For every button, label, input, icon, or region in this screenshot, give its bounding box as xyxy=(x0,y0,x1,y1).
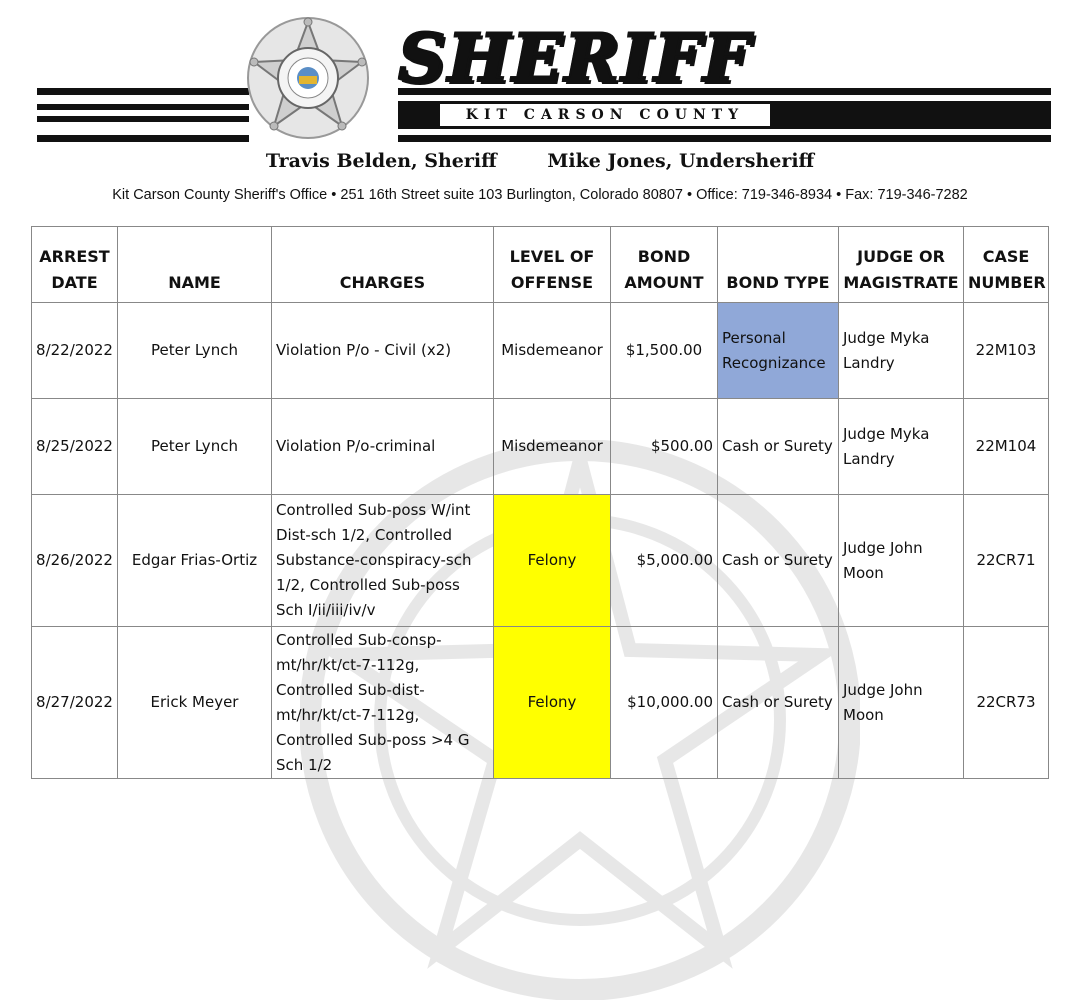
bond-type-line2: Recognizance xyxy=(722,353,826,372)
judge-line2: Moon xyxy=(843,705,884,724)
name-cell: Peter Lynch xyxy=(118,303,272,399)
charges-line: Controlled Sub-consp- xyxy=(276,630,442,649)
stripe-left-band xyxy=(37,101,249,129)
charges-line: Dist-sch 1/2, Controlled xyxy=(276,526,452,544)
header-judge-line2: MAGISTRATE xyxy=(843,273,959,292)
bond-type-cell: Cash or Surety xyxy=(718,627,839,779)
judge-cell xyxy=(839,627,964,779)
bond-type-cell xyxy=(718,303,839,399)
header-case-line2: NUMBER xyxy=(968,273,1046,292)
charges-cell xyxy=(272,495,494,627)
name-cell: Erick Meyer xyxy=(118,627,272,779)
bond-type-cell: Cash or Surety xyxy=(718,495,839,627)
case-number-cell: 22CR71 xyxy=(964,495,1049,627)
charges-line: mt/hr/kt/ct-7-112g, xyxy=(276,655,420,674)
header-bond-type: BOND TYPE xyxy=(718,227,839,303)
bond-amount-cell: $500.00 xyxy=(611,399,718,495)
arrest-date-cell: 8/27/2022 xyxy=(32,627,118,779)
level-cell: Felony xyxy=(494,627,611,779)
table-row xyxy=(32,495,1049,627)
judge-cell xyxy=(839,303,964,399)
judge-cell xyxy=(839,495,964,627)
charges-line: 1/2, Controlled Sub-poss xyxy=(276,576,460,594)
sheriff-star-badge-icon xyxy=(246,16,370,140)
header-row xyxy=(32,227,1049,303)
judge-line1: Judge Myka xyxy=(843,424,930,443)
table-row xyxy=(32,399,1049,495)
charges-line: Controlled Sub-poss W/int xyxy=(276,501,471,519)
header-judge xyxy=(839,227,964,303)
judge-line1: Judge John xyxy=(843,680,923,699)
county-band-text: KIT CARSON COUNTY xyxy=(440,104,770,126)
header-arrest-date-line1: ARREST xyxy=(39,247,110,266)
bond-amount-cell: $1,500.00 xyxy=(611,303,718,399)
header-name: NAME xyxy=(118,227,272,303)
charges-line: Substance-conspiracy-sch xyxy=(276,551,472,569)
header-case-line1: CASE xyxy=(982,247,1030,266)
case-number-cell: 22CR73 xyxy=(964,627,1049,779)
office-address: Kit Carson County Sheriff's Office • 251 16th Street suite 103 Burlington, Colorado 80807 • Office: 719-346-8934 • Fax: 719-346-7282 xyxy=(112,187,968,203)
header-charges: CHARGES xyxy=(272,227,494,303)
charges-line: Controlled Sub-poss >4 G xyxy=(276,730,470,749)
stripe-left-bottom xyxy=(37,135,249,142)
stripe-left-top xyxy=(37,88,249,95)
bond-amount-cell: $10,000.00 xyxy=(611,627,718,779)
judge-line2: Landry xyxy=(843,449,895,468)
charges-cell: Violation P/o-criminal xyxy=(272,399,494,495)
judge-line2: Moon xyxy=(843,563,884,582)
bond-amount-cell: $5,000.00 xyxy=(611,495,718,627)
charges-line: Sch I/ii/iii/iv/v xyxy=(276,601,376,619)
arrest-date-cell: 8/26/2022 xyxy=(32,495,118,627)
arrest-table xyxy=(31,226,1049,779)
header-case-number xyxy=(964,227,1049,303)
officer-names xyxy=(0,150,1080,172)
charges-line: Controlled Sub-dist- xyxy=(276,680,425,699)
header-bond-amount xyxy=(611,227,718,303)
charges-line: mt/hr/kt/ct-7-112g, xyxy=(276,705,420,724)
case-number-cell: 22M103 xyxy=(964,303,1049,399)
arrest-date-cell: 8/22/2022 xyxy=(32,303,118,399)
header-bond-line2: AMOUNT xyxy=(624,273,704,292)
header-arrest-date-line2: DATE xyxy=(51,273,98,292)
level-cell: Misdemeanor xyxy=(494,399,611,495)
header-arrest-date xyxy=(32,227,118,303)
judge-cell xyxy=(839,399,964,495)
case-number-cell: 22M104 xyxy=(964,399,1049,495)
judge-line2: Landry xyxy=(843,353,895,372)
header-judge-line1: JUDGE OR xyxy=(857,247,945,266)
level-cell: Misdemeanor xyxy=(494,303,611,399)
charges-cell: Violation P/o - Civil (x2) xyxy=(272,303,494,399)
stripe-right-bottom xyxy=(398,135,1051,142)
table-row xyxy=(32,627,1049,779)
header-level-line2: OFFENSE xyxy=(510,273,594,292)
undersheriff-name: Mike Jones, Undersheriff xyxy=(547,150,815,172)
judge-line1: Judge John xyxy=(843,538,923,557)
judge-line1: Judge Myka xyxy=(843,328,930,347)
table-row xyxy=(32,303,1049,399)
sheriff-name: Travis Belden, Sheriff xyxy=(265,150,497,172)
level-cell: Felony xyxy=(494,495,611,627)
arrest-date-cell: 8/25/2022 xyxy=(32,399,118,495)
letterhead xyxy=(0,0,1080,220)
sheriff-wordmark: SHERIFF xyxy=(398,19,752,97)
name-cell: Edgar Frias-Ortiz xyxy=(118,495,272,627)
bond-type-line1: Personal xyxy=(722,328,786,347)
header-level-of-offense xyxy=(494,227,611,303)
name-cell: Peter Lynch xyxy=(118,399,272,495)
charges-line: Sch 1/2 xyxy=(276,755,333,774)
bond-type-cell: Cash or Surety xyxy=(718,399,839,495)
header-bond-line1: BOND xyxy=(637,247,691,266)
header-level-line1: LEVEL OF xyxy=(509,247,595,266)
charges-cell xyxy=(272,627,494,779)
